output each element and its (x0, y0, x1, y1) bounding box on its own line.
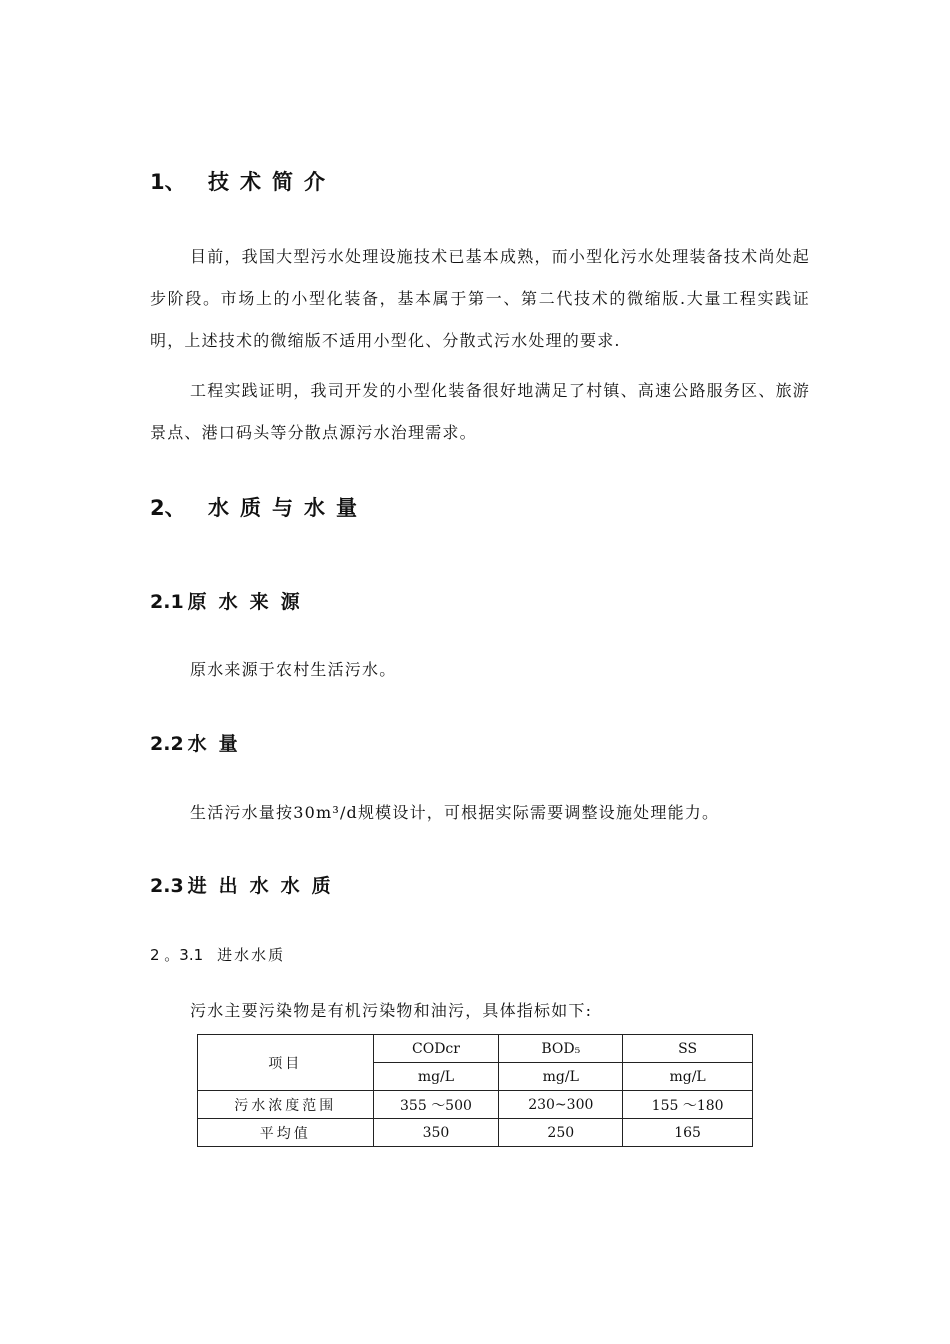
table-unit-cell: mg/L (623, 1063, 753, 1091)
table-row (198, 1091, 753, 1119)
subsection-2-2-number: 2.2 (150, 733, 184, 755)
subsection-2-1-text: 原水来源于农村生活污水。 (190, 660, 397, 679)
table-unit-cell: mg/L (499, 1063, 623, 1091)
subsection-2-1-number: 2.1 (150, 591, 184, 613)
table-row (198, 1119, 753, 1147)
table-header-row (198, 1035, 753, 1063)
subsection-2-3-number: 2.3 (150, 875, 184, 897)
subsection-2-2-text: 生活污水量按30m³/d规模设计，可根据实际需要调整设施处理能力。 (190, 803, 720, 822)
subsection-2-3-title: 进出水水质 (187, 875, 343, 897)
section-2-heading (150, 492, 368, 522)
section-1-paragraph-1: 目前，我国大型污水处理设施技术已基本成熟，而小型化污水处理装备技术尚处起步阶段。市场上的小型化装备，基本属于第一、第二代技术的微缩版.大量工程实践证明，上述技术的微缩版不适用小型化、分散式污水处理的要求. (150, 247, 810, 350)
table-header-cell: BOD₅ (499, 1035, 623, 1063)
table-row-label: 平均值 (198, 1119, 374, 1147)
table-cell: 355 ～500 (373, 1091, 499, 1119)
subsection-2-3-1-title: 进水水质 (217, 946, 286, 964)
subsection-2-3-1-number: 2 。3.1 (150, 946, 204, 964)
section-2-title: 水质与水量 (208, 496, 368, 520)
table-header-item: 项目 (198, 1035, 374, 1091)
table-cell: 165 (623, 1119, 753, 1147)
table-header-cell: SS (623, 1035, 753, 1063)
table-unit-cell: mg/L (373, 1063, 499, 1091)
water-quality-intro: 污水主要污染物是有机污染物和油污，具体指标如下: (190, 1001, 593, 1020)
table-cell: 350 (373, 1119, 499, 1147)
section-1-paragraph-2: 工程实践证明，我司开发的小型化装备很好地满足了村镇、高速公路服务区、旅游景点、港口码头等分散点源污水治理需求。 (150, 381, 810, 442)
table-cell: 250 (499, 1119, 623, 1147)
subsection-2-2-title: 水量 (187, 733, 250, 755)
subsection-2-1-title: 原水来源 (187, 591, 312, 613)
water-quality-table (197, 1034, 753, 1147)
section-2-number: 2、 (150, 496, 186, 520)
table-cell: 230~300 (499, 1091, 623, 1119)
subsection-2-2-heading (150, 729, 250, 756)
table-row-label: 污水浓度范围 (198, 1091, 374, 1119)
table-header-cell: CODcr (373, 1035, 499, 1063)
subsection-2-3-1-heading (150, 944, 285, 965)
section-1-number: 1、 (150, 170, 186, 194)
subsection-2-3-heading (150, 871, 343, 898)
section-1-heading (150, 166, 336, 196)
subsection-2-1-heading (150, 587, 312, 614)
table-cell: 155 ～180 (623, 1091, 753, 1119)
section-1-title: 技术简介 (208, 170, 336, 194)
